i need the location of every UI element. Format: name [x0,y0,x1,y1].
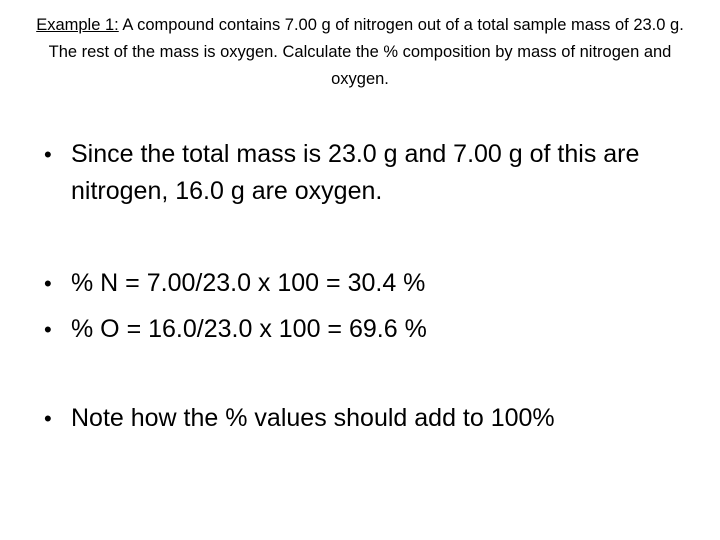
example-prompt: A compound contains 7.00 g of nitrogen out of a total sample mass of 23.0 g. The rest of the mass is oxygen. Calculate the % composition by mass of nitrogen and oxygen. [48,16,684,88]
bullet-icon: • [44,406,52,431]
example-label: Example 1: [36,16,119,34]
bullet-text-total-mass: Since the total mass is 23.0 g and 7.00 g of this are nitrogen, 16.0 g are oxygen. [71,140,640,205]
bullet-text-nitrogen: % N = 7.00/23.0 x 100 = 30.4 % [71,269,426,297]
bullet-text-oxygen: % O = 16.0/23.0 x 100 = 69.6 % [71,315,427,343]
bullet-icon: • [44,142,52,167]
bullet-item-total-mass [44,136,694,210]
bullet-text-note: Note how the % values should add to 100% [71,404,555,432]
bullet-item-nitrogen [44,265,694,302]
bullet-item-oxygen [44,311,694,348]
bullet-item-note [44,400,694,437]
bullet-icon: • [44,317,52,342]
example-header [30,12,690,93]
bullet-icon: • [44,271,52,296]
